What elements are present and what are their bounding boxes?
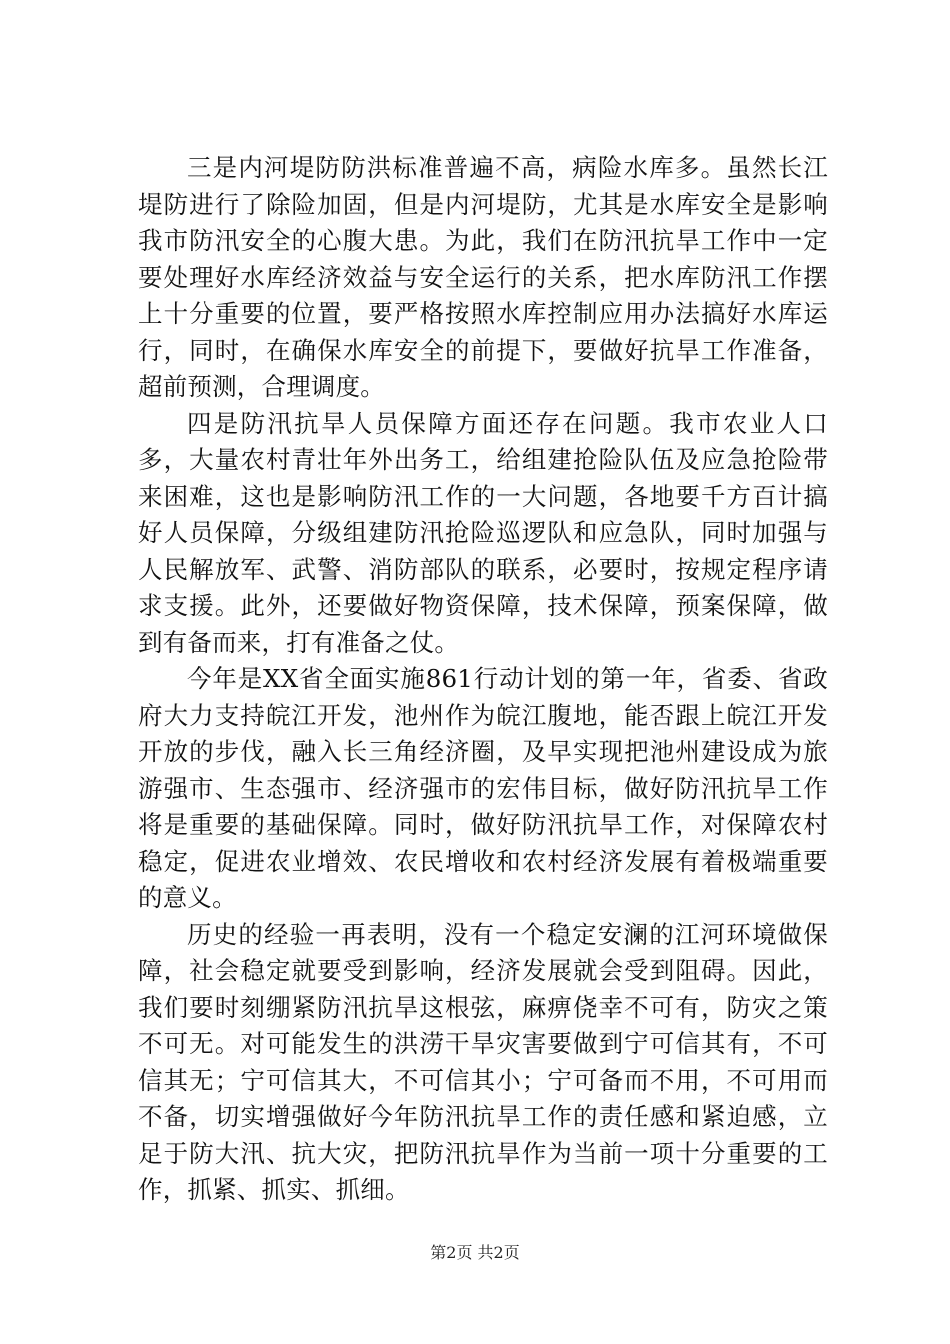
paragraph-development-significance: 今年是XX省全面实施861行动计划的第一年，省委、省政府大力支持皖江开发，池州作为皖江腹地，能否跟上皖江开发开放的步伐，融入长三角经济圈，及早实现把池州建设成为旅游强市、生态强市、经济强市的宏伟目标，做好防汛抗旱工作将是重要的基础保障。同时，做好防汛抗旱工作，对保障农村稳定，促进农业增效、农民增收和农村经济发展有着极端重要的意义。 [138, 664, 828, 912]
page-number-footer: 第2页 共2页 [430, 1243, 520, 1262]
document-body [138, 150, 828, 1209]
paragraph-reservoir-safety: 三是内河堤防防洪标准普遍不高，病险水库多。虽然长江堤防进行了除险加固，但是内河堤防，尤其是水库安全是影响我市防汛安全的心腹大患。为此，我们在防汛抗旱工作中一定要处理好水库经济效益与安全运行的关系，把水库防汛工作摆上十分重要的位置，要严格按照水库控制应用办法搞好水库运行，同时，在确保水库安全的前提下，要做好抗旱工作准备，超前预测，合理调度。 [138, 153, 828, 401]
paragraph-personnel-support: 四是防汛抗旱人员保障方面还存在问题。我市农业人口多，大量农村青壮年外出务工，给组建抢险队伍及应急抢险带来困难，这也是影响防汛工作的一大问题，各地要千方百计搞好人员保障，分级组建防汛抢险巡逻队和应急队，同时加强与人民解放军、武警、消防部队的联系，必要时，按规定程序请求支援。此外，还要做好物资保障，技术保障，预案保障，做到有备而来，打有准备之仗。 [138, 408, 828, 657]
paragraph-historical-lesson: 历史的经验一再表明，没有一个稳定安澜的江河环境做保障，社会稳定就要受到影响，经济发展就会受到阻碍。因此，我们要时刻绷紧防汛抗旱这根弦，麻痹侥幸不可有，防灾之策不可无。对可能发生的洪涝干旱灾害要做到宁可信其有，不可信其无；宁可信其大，不可信其小；宁可备而不用，不可用而不备，切实增强做好今年防汛抗旱工作的责任感和紧迫感，立足于防大汛、抗大灾，把防汛抗旱作为当前一项十分重要的工作，抓紧、抓实、抓细。 [138, 919, 828, 1204]
